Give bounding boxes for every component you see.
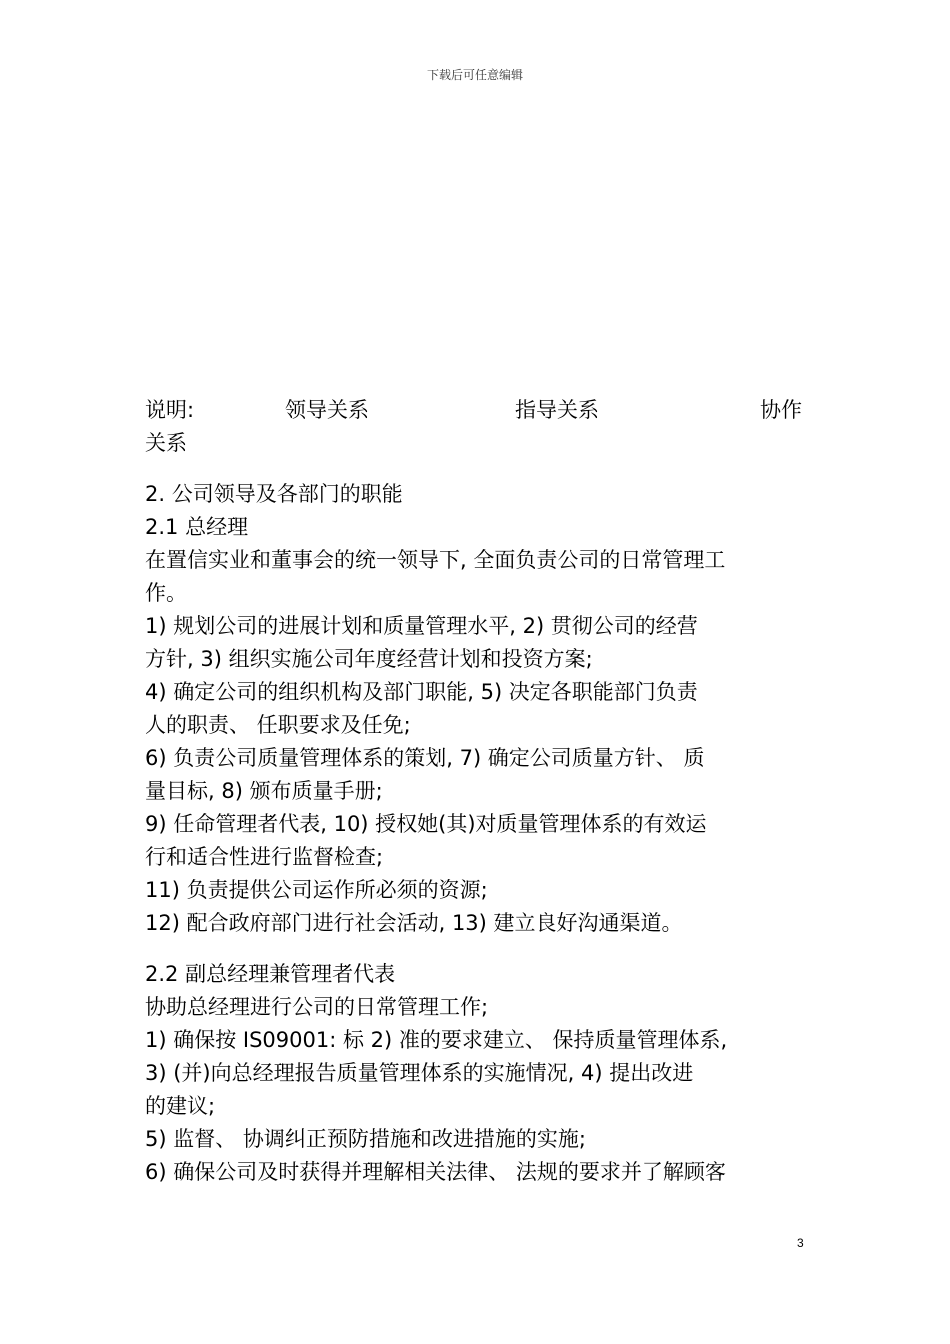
- header-note: 下载后可任意编辑: [426, 68, 523, 82]
- paragraph-line: 12) 配合政府部门进行社会活动, 13) 建立良好沟通渠道。: [145, 911, 683, 935]
- paragraph-line: 量目标, 8) 颁布质量手册;: [145, 779, 383, 803]
- paragraph-line: 的建议;: [145, 1094, 216, 1118]
- paragraph-line: 方针, 3) 组织实施公司年度经营计划和投资方案;: [145, 647, 593, 671]
- legend-collaboration: 协作: [760, 398, 802, 422]
- spacer: [145, 460, 805, 478]
- legend-collaboration-cont: 关系: [145, 431, 187, 455]
- paragraph-line: 4) 确定公司的组织机构及部门职能, 5) 决定各职能部门负责: [145, 680, 698, 704]
- paragraph-line: 9) 任命管理者代表, 10) 授权她(其)对质量管理体系的有效运: [145, 812, 707, 836]
- section-heading: 2. 公司领导及各部门的职能: [145, 482, 403, 506]
- paragraph-line: 人的职责、 任职要求及任免;: [145, 713, 411, 737]
- paragraph-line: 6) 负责公司质量管理体系的策划, 7) 确定公司质量方针、 质: [145, 746, 705, 770]
- legend-row: [145, 394, 805, 427]
- legend-leadership: 领导关系: [285, 398, 369, 422]
- subsection-heading-deputy-manager: 2.2 副总经理兼管理者代表: [145, 962, 396, 986]
- paragraph-line: 1) 确保按 IS09001: 标 2) 准的要求建立、 保持质量管理体系,: [145, 1028, 728, 1052]
- paragraph-line: 行和适合性进行监督检查;: [145, 845, 384, 869]
- paragraph-line: 作。: [145, 581, 187, 605]
- paragraph-line: 5) 监督、 协调纠正预防措施和改进措施的实施;: [145, 1127, 586, 1151]
- document-body: [145, 394, 805, 1189]
- paragraph-line: 11) 负责提供公司运作所必须的资源;: [145, 878, 488, 902]
- spacer: [145, 940, 805, 958]
- page-number: 3: [797, 1236, 804, 1250]
- paragraph-line: 1) 规划公司的进展计划和质量管理水平, 2) 贯彻公司的经营: [145, 614, 698, 638]
- legend-guidance: 指导关系: [515, 398, 599, 422]
- paragraph-line: 3) (并)向总经理报告质量管理体系的实施情况, 4) 提出改进: [145, 1061, 694, 1085]
- paragraph-line: 协助总经理进行公司的日常管理工作;: [145, 995, 489, 1019]
- subsection-heading-general-manager: 2.1 总经理: [145, 515, 249, 539]
- paragraph-line: 6) 确保公司及时获得并理解相关法律、 法规的要求并了解顾客: [145, 1160, 726, 1184]
- legend-label: 说明:: [145, 398, 195, 422]
- paragraph-line: 在置信实业和董事会的统一领导下, 全面负责公司的日常管理工: [145, 548, 726, 572]
